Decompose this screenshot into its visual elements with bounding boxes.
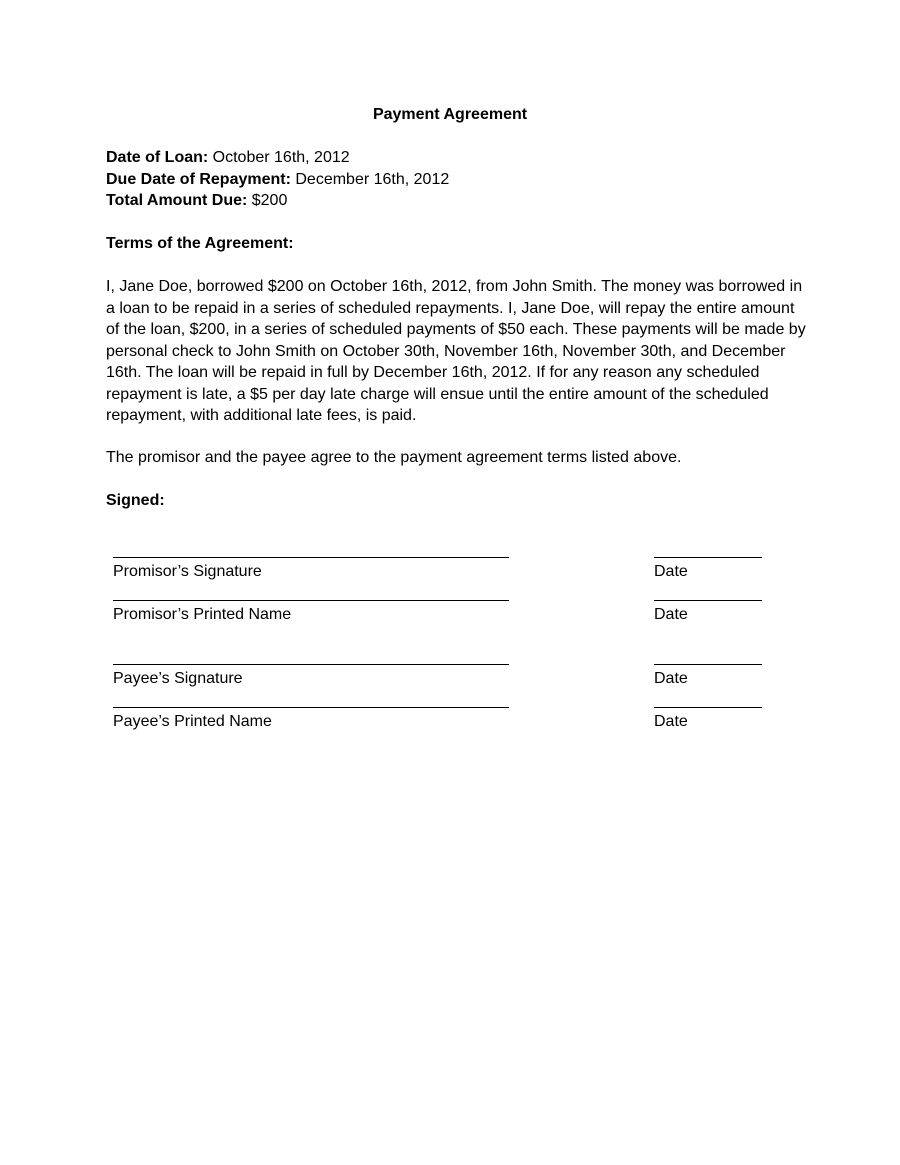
loan-date-label: Date of Loan: <box>106 149 209 166</box>
promisor-signature-label: Promisor’s Signature <box>113 563 262 580</box>
promisor-printed-name-line[interactable] <box>113 600 509 601</box>
due-date-label: Due Date of Repayment: <box>106 170 291 188</box>
loan-details <box>106 147 449 212</box>
due-date-value: December 16th, 2012 <box>290 170 450 188</box>
payee-printed-date-line[interactable] <box>654 707 762 708</box>
payee-signature-label: Payee’s Signature <box>113 670 243 687</box>
loan-date-value: October 16th, 2012 <box>208 149 350 166</box>
due-date-row <box>106 169 449 191</box>
payee-signature-date-line[interactable] <box>654 664 762 665</box>
payee-signature-date-label: Date <box>654 670 688 687</box>
terms-heading: Terms of the Agreement: <box>106 235 294 252</box>
promisor-signature-date-label: Date <box>654 563 688 580</box>
payee-signature-line[interactable] <box>113 664 509 665</box>
payee-printed-name-line[interactable] <box>113 707 509 708</box>
total-due-row <box>106 190 449 212</box>
promisor-printed-date-line[interactable] <box>654 600 762 601</box>
promisor-signature-line[interactable] <box>113 557 509 558</box>
document-title: Payment Agreement <box>372 106 528 123</box>
loan-date-row <box>106 147 449 169</box>
agreement-statement: The promisor and the payee agree to the payment agreement terms listed above. <box>106 449 682 466</box>
total-due-label: Total Amount Due: <box>106 192 248 209</box>
terms-paragraph: I, Jane Doe, borrowed $200 on October 16th, 2012, from John Smith. The money was borrowed in a loan to be repaid in a series of scheduled repayments. I, Jane Doe, will repay the entire amount of the loan, $200, in a series of scheduled payments of $50 each. These payments will be made by personal check to John Smith on October 30th, November 16th, November 30th, and December 16th. The loan will be repaid in full by December 16th, 2012. If for any reason any scheduled repayment is late, a $5 per day late charge will ensue until the entire amount of the scheduled repayment, with additional late fees, is paid. <box>106 278 806 424</box>
total-due-value: $200 <box>247 192 288 209</box>
payee-printed-name-label: Payee’s Printed Name <box>113 713 272 730</box>
promisor-signature-date-line[interactable] <box>654 557 762 558</box>
payee-printed-date-label: Date <box>654 713 688 730</box>
promisor-printed-date-label: Date <box>654 606 688 623</box>
signed-heading: Signed: <box>106 492 165 509</box>
promisor-printed-name-label: Promisor’s Printed Name <box>113 606 292 623</box>
